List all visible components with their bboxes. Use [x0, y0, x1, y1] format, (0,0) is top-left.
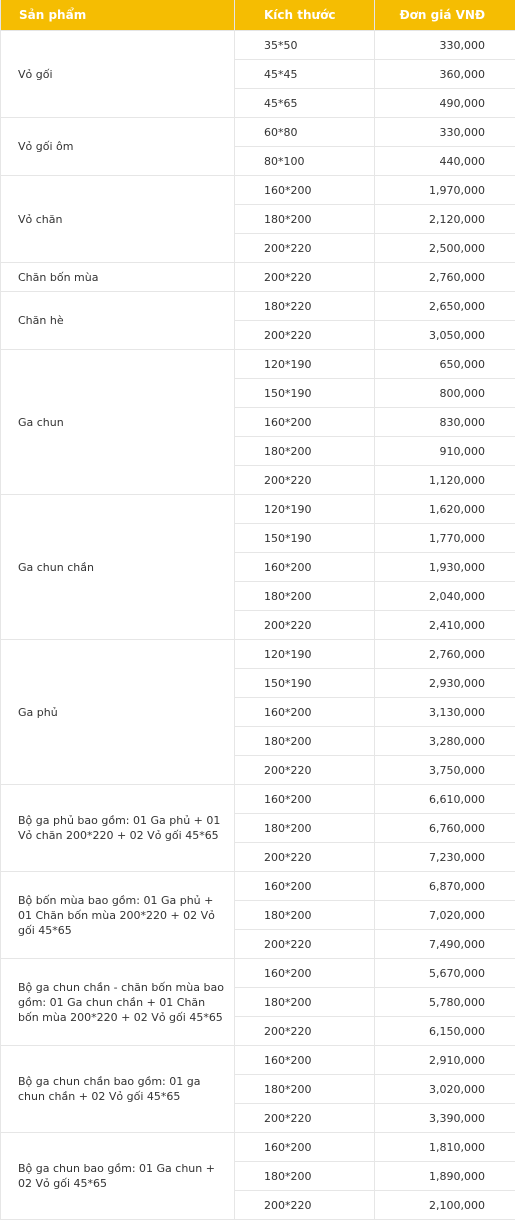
size-cell: 35*50 — [235, 31, 375, 60]
product-name-cell: Ga phủ — [1, 640, 235, 785]
size-cell: 120*190 — [235, 495, 375, 524]
size-cell: 150*190 — [235, 669, 375, 698]
table-row — [1, 176, 515, 205]
table-row — [1, 495, 515, 524]
price-cell: 5,670,000 — [375, 959, 515, 988]
size-cell: 160*200 — [235, 176, 375, 205]
price-cell: 3,390,000 — [375, 1104, 515, 1133]
size-cell: 120*190 — [235, 350, 375, 379]
size-cell: 180*200 — [235, 1075, 375, 1104]
size-cell: 45*45 — [235, 60, 375, 89]
price-cell: 1,810,000 — [375, 1133, 515, 1162]
table-body — [1, 31, 515, 1220]
size-cell: 160*200 — [235, 408, 375, 437]
header-price: Đơn giá VNĐ — [375, 0, 515, 31]
price-cell: 6,760,000 — [375, 814, 515, 843]
header-size: Kích thước — [235, 0, 375, 31]
price-cell: 1,890,000 — [375, 1162, 515, 1191]
size-cell: 180*200 — [235, 437, 375, 466]
size-cell: 200*220 — [235, 611, 375, 640]
product-name-cell: Vỏ gối — [1, 31, 235, 118]
size-cell: 180*200 — [235, 988, 375, 1017]
price-cell: 2,650,000 — [375, 292, 515, 321]
price-cell: 330,000 — [375, 118, 515, 147]
price-cell: 2,910,000 — [375, 1046, 515, 1075]
size-cell: 180*200 — [235, 727, 375, 756]
product-name-cell: Vỏ chăn — [1, 176, 235, 263]
price-cell: 7,490,000 — [375, 930, 515, 959]
product-name-cell: Bộ bốn mùa bao gồm: 01 Ga phủ + 01 Chăn bốn mùa 200*220 + 02 Vỏ gối 45*65 — [1, 872, 235, 959]
price-cell: 5,780,000 — [375, 988, 515, 1017]
size-cell: 180*200 — [235, 582, 375, 611]
size-cell: 200*220 — [235, 1191, 375, 1220]
size-cell: 200*220 — [235, 466, 375, 495]
size-cell: 200*220 — [235, 321, 375, 350]
price-cell: 2,100,000 — [375, 1191, 515, 1220]
header-row — [1, 0, 515, 31]
price-cell: 1,120,000 — [375, 466, 515, 495]
price-cell: 1,770,000 — [375, 524, 515, 553]
size-cell: 160*200 — [235, 698, 375, 727]
product-name-cell: Bộ ga chun chần bao gồm: 01 ga chun chần + 02 Vỏ gối 45*65 — [1, 1046, 235, 1133]
product-name-cell: Chăn hè — [1, 292, 235, 350]
product-name-cell: Ga chun chần — [1, 495, 235, 640]
size-cell: 180*200 — [235, 814, 375, 843]
price-cell: 910,000 — [375, 437, 515, 466]
table-row — [1, 350, 515, 379]
size-cell: 160*200 — [235, 959, 375, 988]
size-cell: 200*220 — [235, 1104, 375, 1133]
price-cell: 2,120,000 — [375, 205, 515, 234]
price-cell: 2,040,000 — [375, 582, 515, 611]
size-cell: 80*100 — [235, 147, 375, 176]
size-cell: 150*190 — [235, 379, 375, 408]
table-row — [1, 1046, 515, 1075]
size-cell: 45*65 — [235, 89, 375, 118]
table-row — [1, 263, 515, 292]
price-cell: 3,050,000 — [375, 321, 515, 350]
size-cell: 150*190 — [235, 524, 375, 553]
header-product: Sản phẩm — [1, 0, 235, 31]
table-row — [1, 785, 515, 814]
price-cell: 1,930,000 — [375, 553, 515, 582]
price-cell: 3,750,000 — [375, 756, 515, 785]
price-cell: 800,000 — [375, 379, 515, 408]
product-name-cell: Bộ ga phủ bao gồm: 01 Ga phủ + 01 Vỏ chăn 200*220 + 02 Vỏ gối 45*65 — [1, 785, 235, 872]
price-cell: 830,000 — [375, 408, 515, 437]
price-cell: 1,970,000 — [375, 176, 515, 205]
price-cell: 3,280,000 — [375, 727, 515, 756]
product-name-cell: Chăn bốn mùa — [1, 263, 235, 292]
table-row — [1, 118, 515, 147]
price-cell: 2,760,000 — [375, 640, 515, 669]
table-row — [1, 31, 515, 60]
size-cell: 200*220 — [235, 263, 375, 292]
price-cell: 2,410,000 — [375, 611, 515, 640]
size-cell: 160*200 — [235, 553, 375, 582]
size-cell: 120*190 — [235, 640, 375, 669]
size-cell: 160*200 — [235, 1133, 375, 1162]
size-cell: 160*200 — [235, 1046, 375, 1075]
size-cell: 160*200 — [235, 785, 375, 814]
table-row — [1, 959, 515, 988]
table-row — [1, 1133, 515, 1162]
price-cell: 7,230,000 — [375, 843, 515, 872]
table-header — [1, 0, 515, 31]
price-cell: 3,130,000 — [375, 698, 515, 727]
size-cell: 180*200 — [235, 1162, 375, 1191]
size-cell: 180*200 — [235, 205, 375, 234]
size-cell: 180*200 — [235, 901, 375, 930]
size-cell: 180*220 — [235, 292, 375, 321]
price-cell: 7,020,000 — [375, 901, 515, 930]
product-name-cell: Bộ ga chun bao gồm: 01 Ga chun + 02 Vỏ gối 45*65 — [1, 1133, 235, 1220]
product-name-cell: Ga chun — [1, 350, 235, 495]
size-cell: 200*220 — [235, 756, 375, 785]
table-row — [1, 292, 515, 321]
table-row — [1, 640, 515, 669]
size-cell: 200*220 — [235, 234, 375, 263]
size-cell: 200*220 — [235, 1017, 375, 1046]
price-cell: 6,150,000 — [375, 1017, 515, 1046]
price-cell: 2,500,000 — [375, 234, 515, 263]
price-cell: 2,760,000 — [375, 263, 515, 292]
price-cell: 330,000 — [375, 31, 515, 60]
price-cell: 6,610,000 — [375, 785, 515, 814]
price-cell: 650,000 — [375, 350, 515, 379]
table-row — [1, 872, 515, 901]
product-name-cell: Vỏ gối ôm — [1, 118, 235, 176]
size-cell: 160*200 — [235, 872, 375, 901]
size-cell: 60*80 — [235, 118, 375, 147]
price-cell: 440,000 — [375, 147, 515, 176]
size-cell: 200*220 — [235, 843, 375, 872]
price-cell: 490,000 — [375, 89, 515, 118]
price-cell: 3,020,000 — [375, 1075, 515, 1104]
price-cell: 1,620,000 — [375, 495, 515, 524]
size-cell: 200*220 — [235, 930, 375, 959]
product-name-cell: Bộ ga chun chần - chăn bốn mùa bao gồm: 01 Ga chun chần + 01 Chăn bốn mùa 200*220 + 02 Vỏ gối 45*65 — [1, 959, 235, 1046]
price-cell: 360,000 — [375, 60, 515, 89]
price-cell: 6,870,000 — [375, 872, 515, 901]
price-cell: 2,930,000 — [375, 669, 515, 698]
